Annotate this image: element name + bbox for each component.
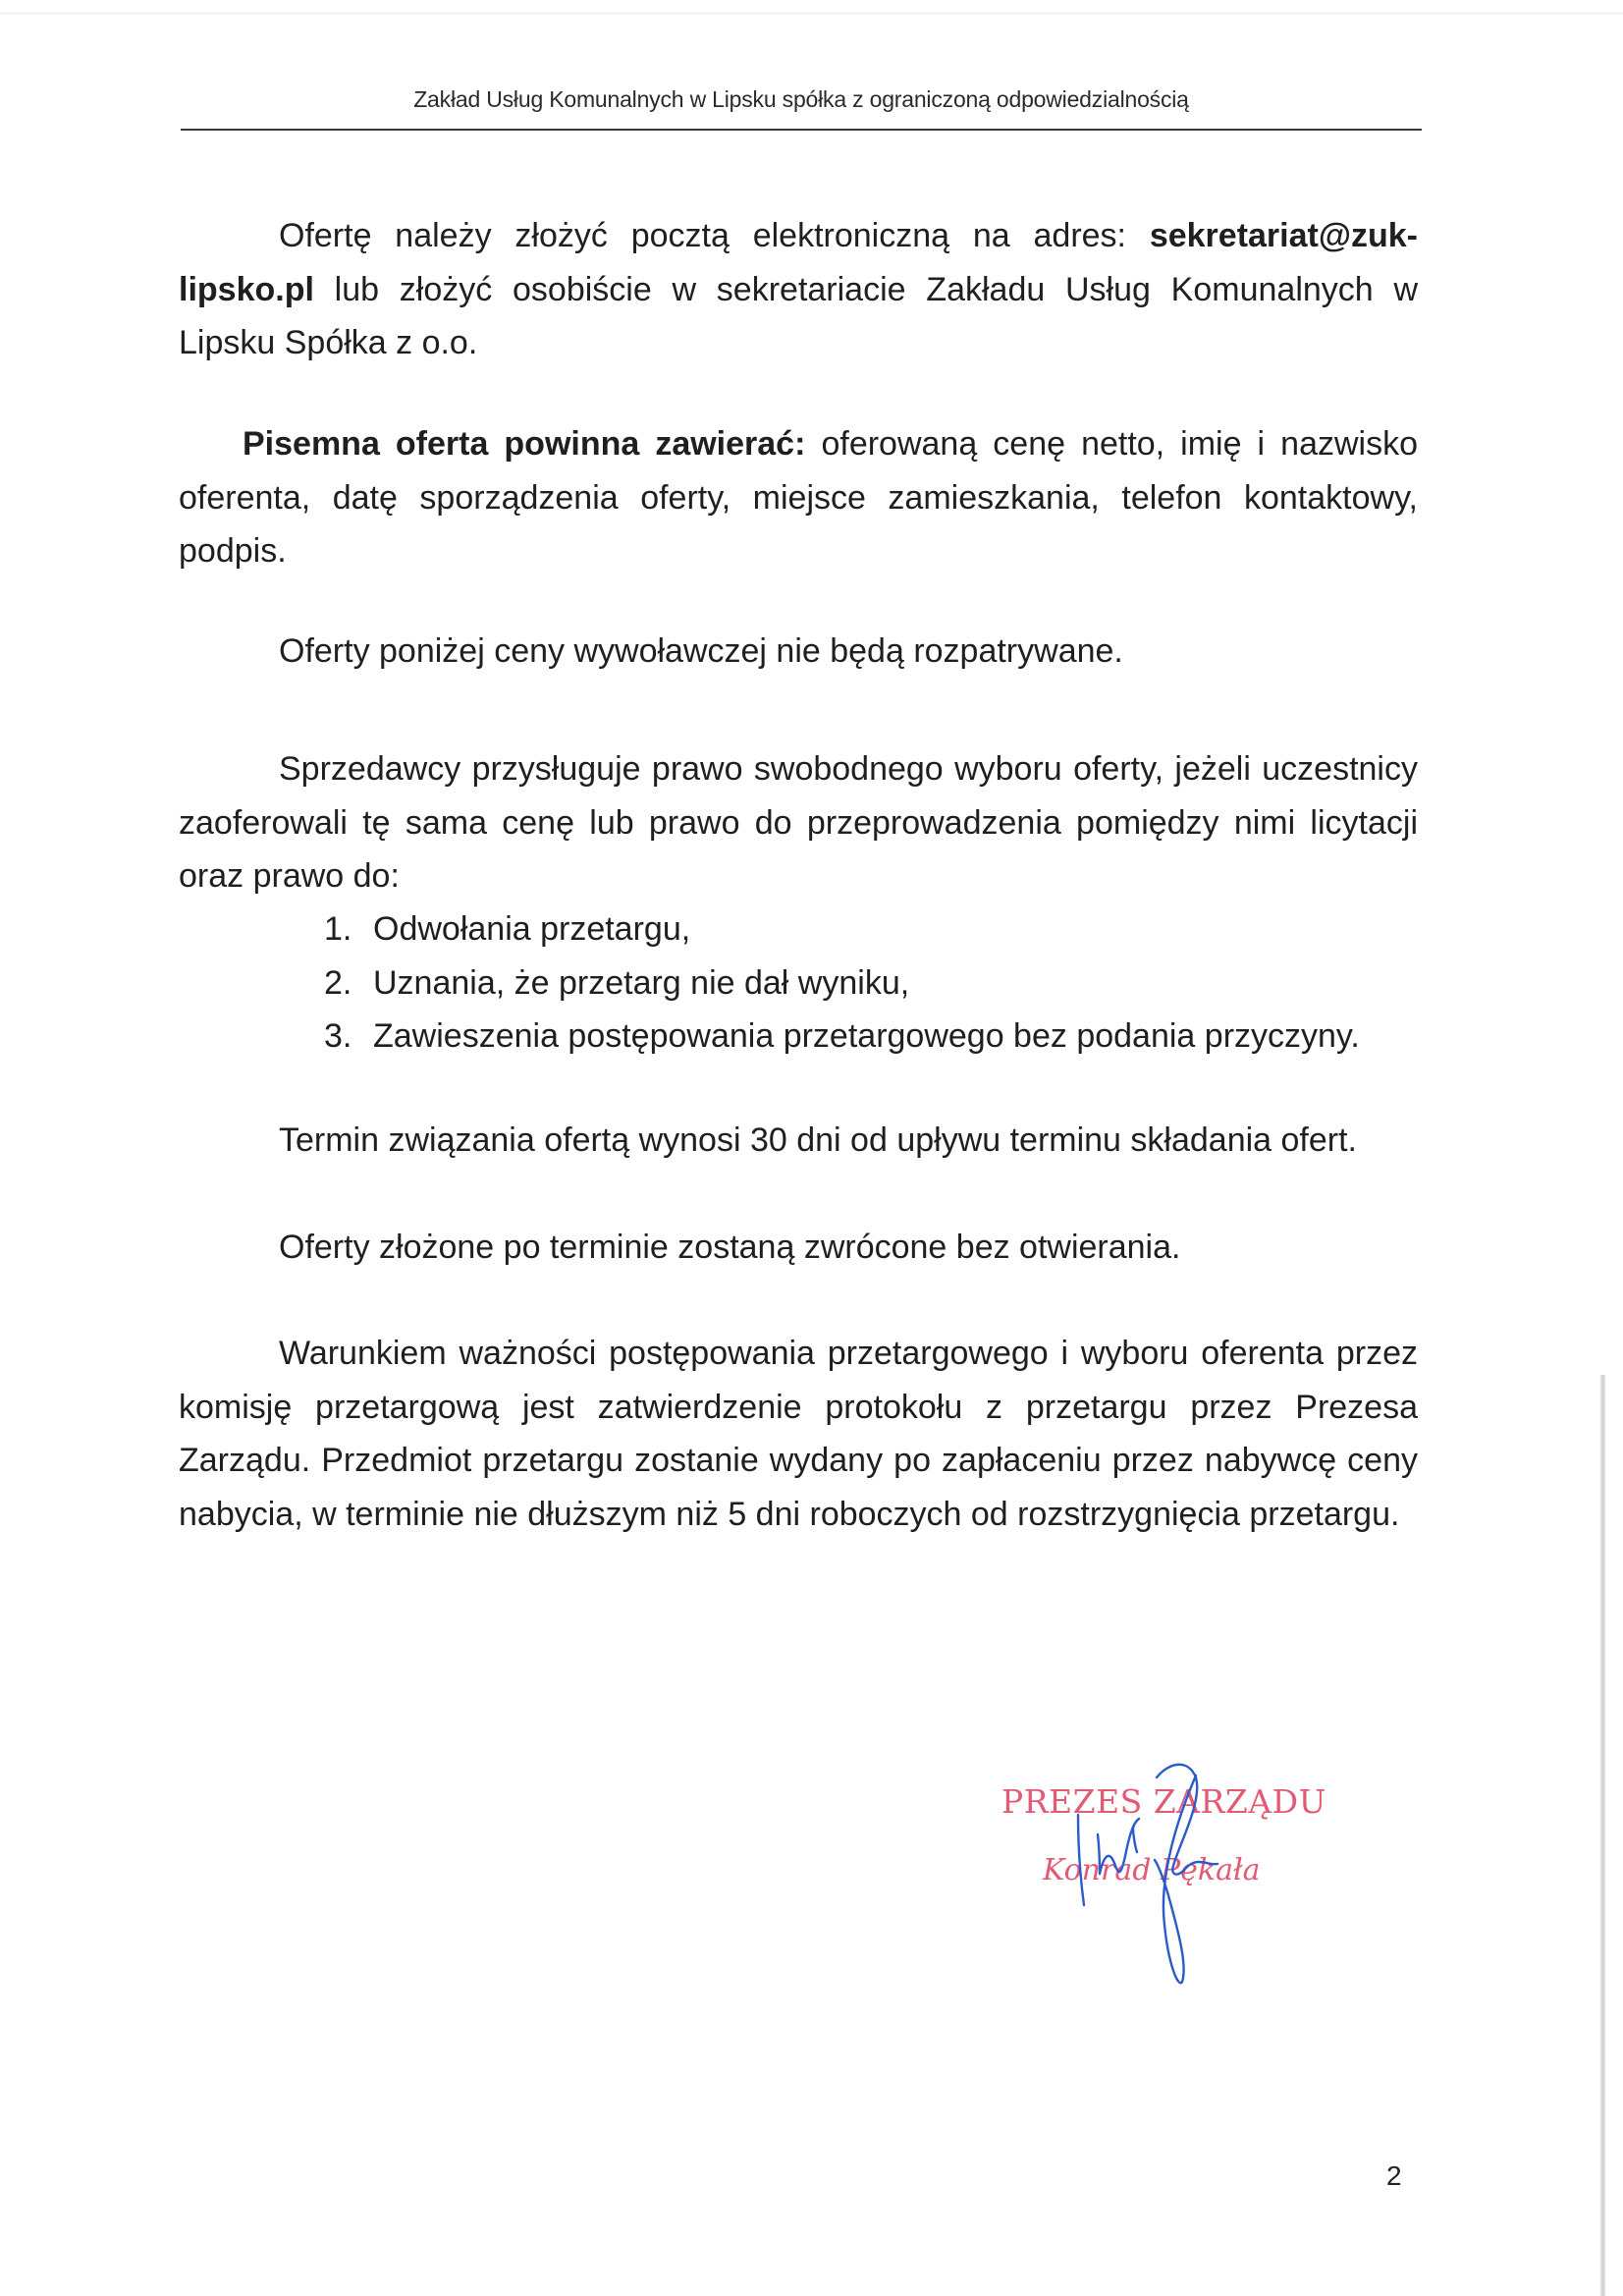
paragraph-minimum-price: Oferty poniżej ceny wywoławczej nie będą rozpatrywane.	[279, 632, 1123, 670]
paragraph-submission	[179, 209, 1418, 370]
scan-artifact-top	[0, 12, 1623, 15]
paragraph-validity-conditions: Warunkiem ważności postępowania przetargowego i wyboru oferenta przez komisję przetargową jest zatwierdzenie protokołu z przetargu przez Prezesa Zarządu. Przedmiot przetargu zostanie wydany po zapłaceniu przez nabywcę ceny nabycia, w terminie nie dłuższym niż 5 dni roboczych od rozstrzygnięcia przetargu.	[179, 1335, 1418, 1533]
offer-contents-label: Pisemna oferta powinna zawierać:	[243, 425, 806, 463]
scan-artifact-right-edge	[1600, 1375, 1605, 2296]
header-divider	[181, 129, 1422, 131]
list-item-text: Zawieszenia postępowania przetargowego bez podania przyczyny.	[373, 1017, 1360, 1055]
page-number: 2	[1386, 2160, 1402, 2191]
handwritten-signature-icon	[1060, 1758, 1276, 1994]
list-item-number: 3.	[324, 1017, 352, 1055]
offer-contents-text: oferowaną cenę netto, imię i nazwisko oferenta, datę sporządzenia oferty, miejsce zamieszkania, telefon kontaktowy, podpis.	[179, 425, 1418, 570]
submission-text-before: Ofertę należy złożyć pocztą elektroniczną na adres:	[279, 217, 1150, 254]
list-item	[324, 957, 1360, 1011]
email-address: sekretariat@zuk-lipsko.pl	[179, 217, 1418, 308]
stamp-name: Konrad Pękała	[1043, 1853, 1261, 1887]
paragraph-offer-contents	[179, 417, 1418, 578]
submission-text-after: lub złożyć osobiście w sekretariacie Zakładu Usług Komunalnych w Lipsku Spółka z o.o.	[179, 270, 1418, 361]
paragraph-seller-rights: Sprzedawcy przysługuje prawo swobodnego wyboru oferty, jeżeli uczestnicy zaoferowali tę sama cenę lub prawo do przeprowadzenia pomiędzy nimi licytacji oraz prawo do:	[179, 750, 1418, 895]
paragraph-binding-term: Termin związania ofertą wynosi 30 dni od upływu terminu składania ofert.	[279, 1121, 1357, 1159]
page-header: Zakład Usług Komunalnych w Lipsku spółka z ograniczoną odpowiedzialnością	[413, 86, 1189, 112]
paragraph-late-offers: Oferty złożone po terminie zostaną zwrócone bez otwierania.	[279, 1229, 1181, 1266]
list-item-number: 2.	[324, 963, 352, 1002]
list-item	[324, 1010, 1360, 1064]
list-item-number: 1.	[324, 910, 352, 948]
list-item-text: Uznania, że przetarg nie dał wyniku,	[373, 963, 910, 1002]
stamp-title: PREZES ZARZĄDU	[1001, 1782, 1326, 1821]
seller-rights-list	[324, 902, 1360, 1064]
list-item	[324, 902, 1360, 957]
list-item-text: Odwołania przetargu,	[373, 910, 691, 948]
